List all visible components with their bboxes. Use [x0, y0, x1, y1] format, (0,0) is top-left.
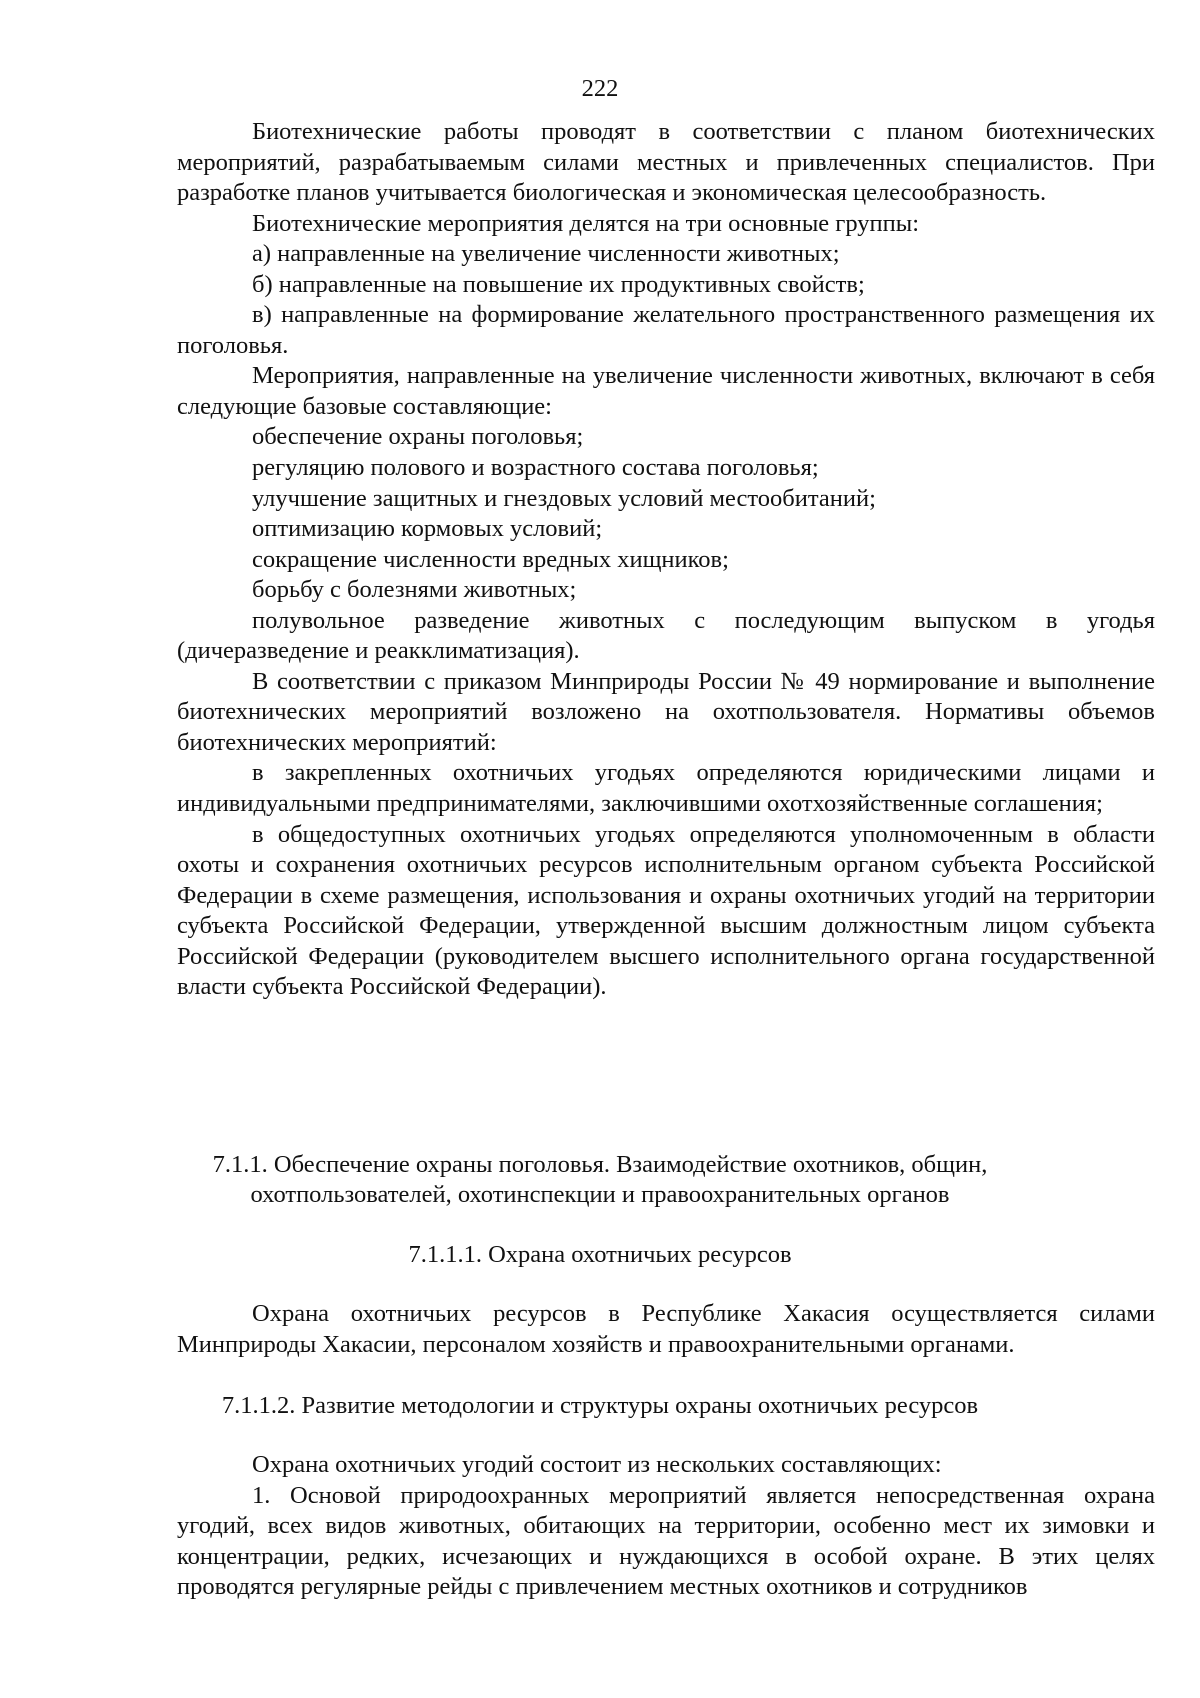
- list-item: оптимизацию кормовых условий;: [252, 515, 603, 543]
- paragraph: Мероприятия, направленные на увеличение численности животных, включают в себя следующие базовые составляющие:: [177, 362, 1155, 420]
- paragraph: 1. Основой природоохранных мероприятий является непосредственная охрана угодий, всех видов животных, обитающих на территории, особенно мест их зимовки и концентрации, редких, исчезающих и нуждающихся в особой охране. В этих целях проводятся регулярные рейды с привлечением местных охотников и сотрудников: [177, 1481, 1155, 1601]
- list-item: полувольное разведение животных с последующим выпуском в угодья (дичеразведение и реакклиматизация).: [177, 606, 1155, 665]
- section-heading-7-1-1-line2: охотпользователей, охотинспекции и правоохранительных органов: [250, 1181, 950, 1208]
- list-item: в) направленные на формирование желательного пространственного размещения их поголовья.: [177, 301, 1155, 359]
- section-text-7-1-1-1: [177, 1299, 1155, 1360]
- section-heading-7-1-1-1: 7.1.1.1. Охрана охотничьих ресурсов: [408, 1241, 792, 1268]
- paragraph: в общедоступных охотничьих угодьях определяются уполномоченным в области охоты и сохранения охотничьих ресурсов исполнительным органом субъекта Российской Федерации в схеме размещения, использования и охраны охотничьих угодий на территории субъекта Российской Федерации, утвержденной высшим должностным лицом субъекта Российской Федерации (руководителем высшего исполнительного органа государственной власти субъекта Российской Федерации).: [177, 820, 1155, 1001]
- list-item: регуляцию полового и возрастного состава поголовья;: [252, 454, 819, 482]
- list-item: обеспечение охраны поголовья;: [252, 423, 584, 451]
- paragraph: в закрепленных охотничьих угодьях определяются юридическими лицами и индивидуальными предпринимателями, заключившими охотхозяйственные соглашения;: [177, 759, 1155, 818]
- section-heading-7-1-1-2: 7.1.1.2. Развитие методологии и структуры охраны охотничьих ресурсов: [221, 1392, 979, 1419]
- list-item: сокращение численности вредных хищников;: [252, 545, 729, 573]
- paragraph: Биотехнические работы проводят в соответствии с планом биотехнических мероприятий, разрабатываемым силами местных и привлеченных специалистов. При разработке планов учитывается биологическая и экономическая целесообразность.: [177, 118, 1155, 207]
- section-heading-7-1-1-line1: 7.1.1. Обеспечение охраны поголовья. Взаимодействие охотников, общин,: [212, 1151, 988, 1178]
- main-text: [177, 117, 1155, 1003]
- list-item: а) направленные на увеличение численности животных;: [252, 240, 840, 268]
- list-item: б) направленные на повышение их продуктивных свойств;: [252, 270, 865, 298]
- paragraph: В соответствии с приказом Минприроды России № 49 нормирование и выполнение биотехнических мероприятий возложено на охотпользователя. Нормативы объемов биотехнических мероприятий:: [177, 667, 1155, 756]
- paragraph: Биотехнические мероприятия делятся на три основные группы:: [252, 209, 920, 237]
- page-number: 222: [581, 75, 619, 102]
- list-item: улучшение защитных и гнездовых условий местообитаний;: [252, 484, 876, 512]
- paragraph: Охрана охотничьих ресурсов в Республике Хакасия осуществляется силами Минприроды Хакасии, персоналом хозяйств и правоохранительными органами.: [177, 1300, 1155, 1358]
- list-item: борьбу с болезнями животных;: [252, 576, 577, 604]
- paragraph: Охрана охотничьих угодий состоит из нескольких составляющих:: [252, 1451, 942, 1478]
- section-text-7-1-1-2: [177, 1450, 1155, 1603]
